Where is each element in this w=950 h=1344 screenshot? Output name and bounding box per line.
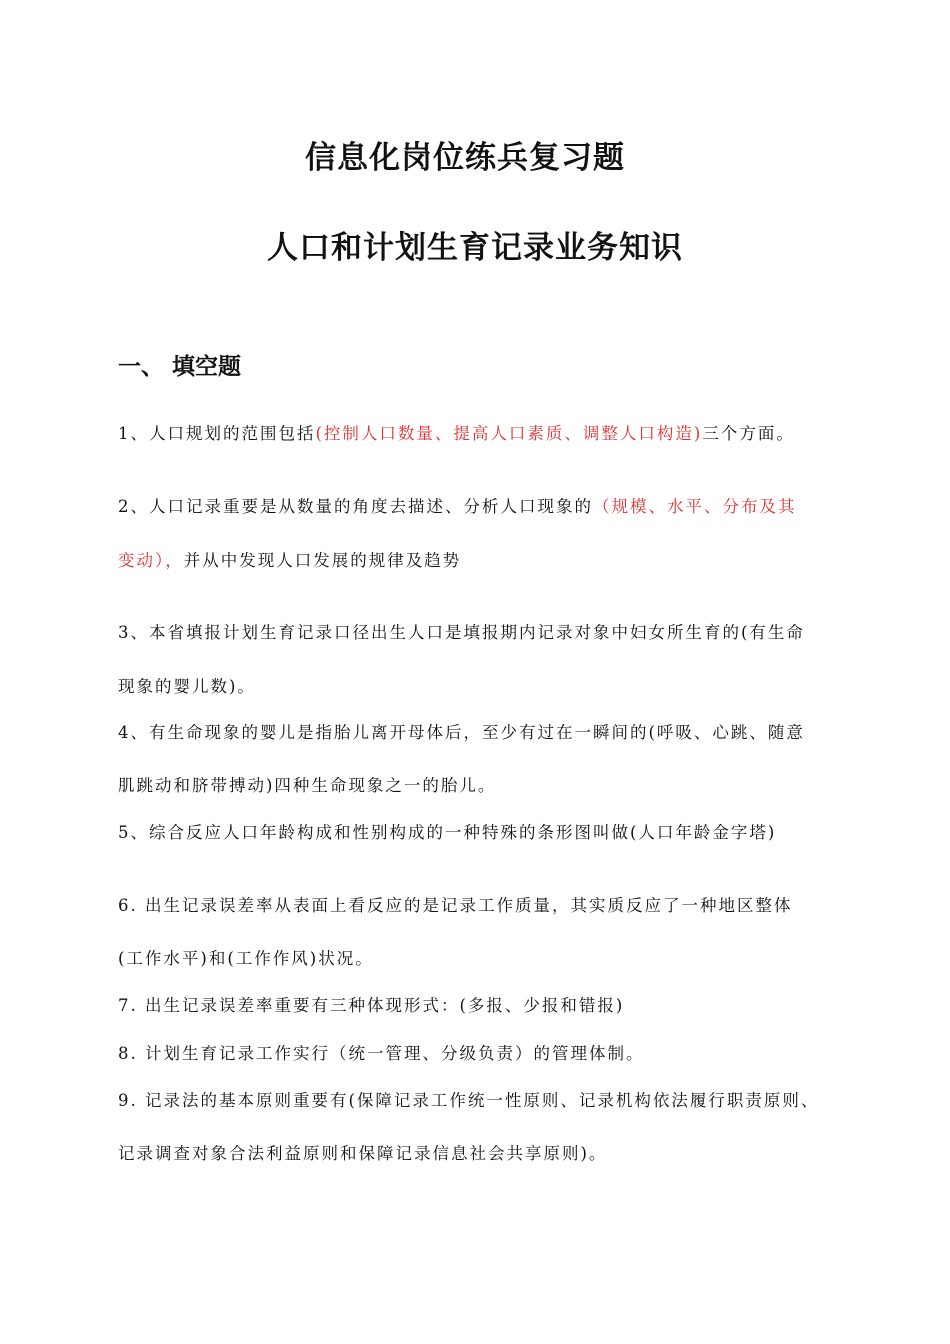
question-1 bbox=[118, 420, 795, 444]
question-6-line-2: (工作水平)和(工作作风)状况。 bbox=[118, 949, 374, 968]
question-6-line-1: 6. 出生记录误差率从表面上看反应的是记录工作质量，其实质反应了一种地区整体 bbox=[118, 896, 793, 915]
document-title: 信息化岗位练兵复习题 bbox=[305, 140, 625, 176]
question-3-line-2: 现象的婴儿数)。 bbox=[118, 677, 256, 696]
question-4-line-1: 4、有生命现象的婴儿是指胎儿离开母体后，至少有过在一瞬间的(呼吸、心跳、随意 bbox=[118, 723, 805, 742]
question-1-stem: 1、人口规划的范围包括 bbox=[118, 424, 316, 443]
question-2-answer-part-1: （规模、水平、分布及其 bbox=[593, 497, 797, 516]
question-9-line-2: 记录调查对象合法利益原则和保障记录信息社会共享原则)。 bbox=[118, 1144, 608, 1163]
question-2-answer-part-2: 变动）， bbox=[118, 551, 184, 570]
question-2-stem: 2、人口记录重要是从数量的角度去描述、分析人口现象的 bbox=[118, 497, 593, 516]
question-5: 5、综合反应人口年龄构成和性别构成的一种特殊的条形图叫做(人口年龄金字塔) bbox=[118, 823, 777, 842]
question-7: 7. 出生记录误差率重要有三种体现形式：(多报、少报和错报) bbox=[118, 996, 625, 1015]
question-2-line-2 bbox=[118, 547, 461, 571]
question-9-line-1: 9. 记录法的基本原则重要有(保障记录工作统一性原则、记录机构依法履行职责原则、 bbox=[118, 1091, 820, 1110]
question-1-tail: 三个方面。 bbox=[702, 424, 795, 443]
document-subtitle: 人口和计划生育记录业务知识 bbox=[267, 230, 683, 266]
question-3-line-1: 3、本省填报计划生育记录口径出生人口是填报期内记录对象中妇女所生育的(有生命 bbox=[118, 623, 805, 642]
question-2-line-1 bbox=[118, 493, 797, 517]
question-2-tail: 并从中发现人口发展的规律及趋势 bbox=[183, 551, 462, 570]
question-4-line-2: 肌跳动和脐带搏动)四种生命现象之一的胎儿。 bbox=[118, 776, 497, 795]
question-8: 8. 计划生育记录工作实行（统一管理、分级负责）的管理体制。 bbox=[118, 1044, 645, 1063]
section-heading: 一、 填空题 bbox=[118, 354, 242, 380]
question-1-answer: (控制人口数量、提高人口素质、调整人口构造) bbox=[315, 424, 703, 443]
